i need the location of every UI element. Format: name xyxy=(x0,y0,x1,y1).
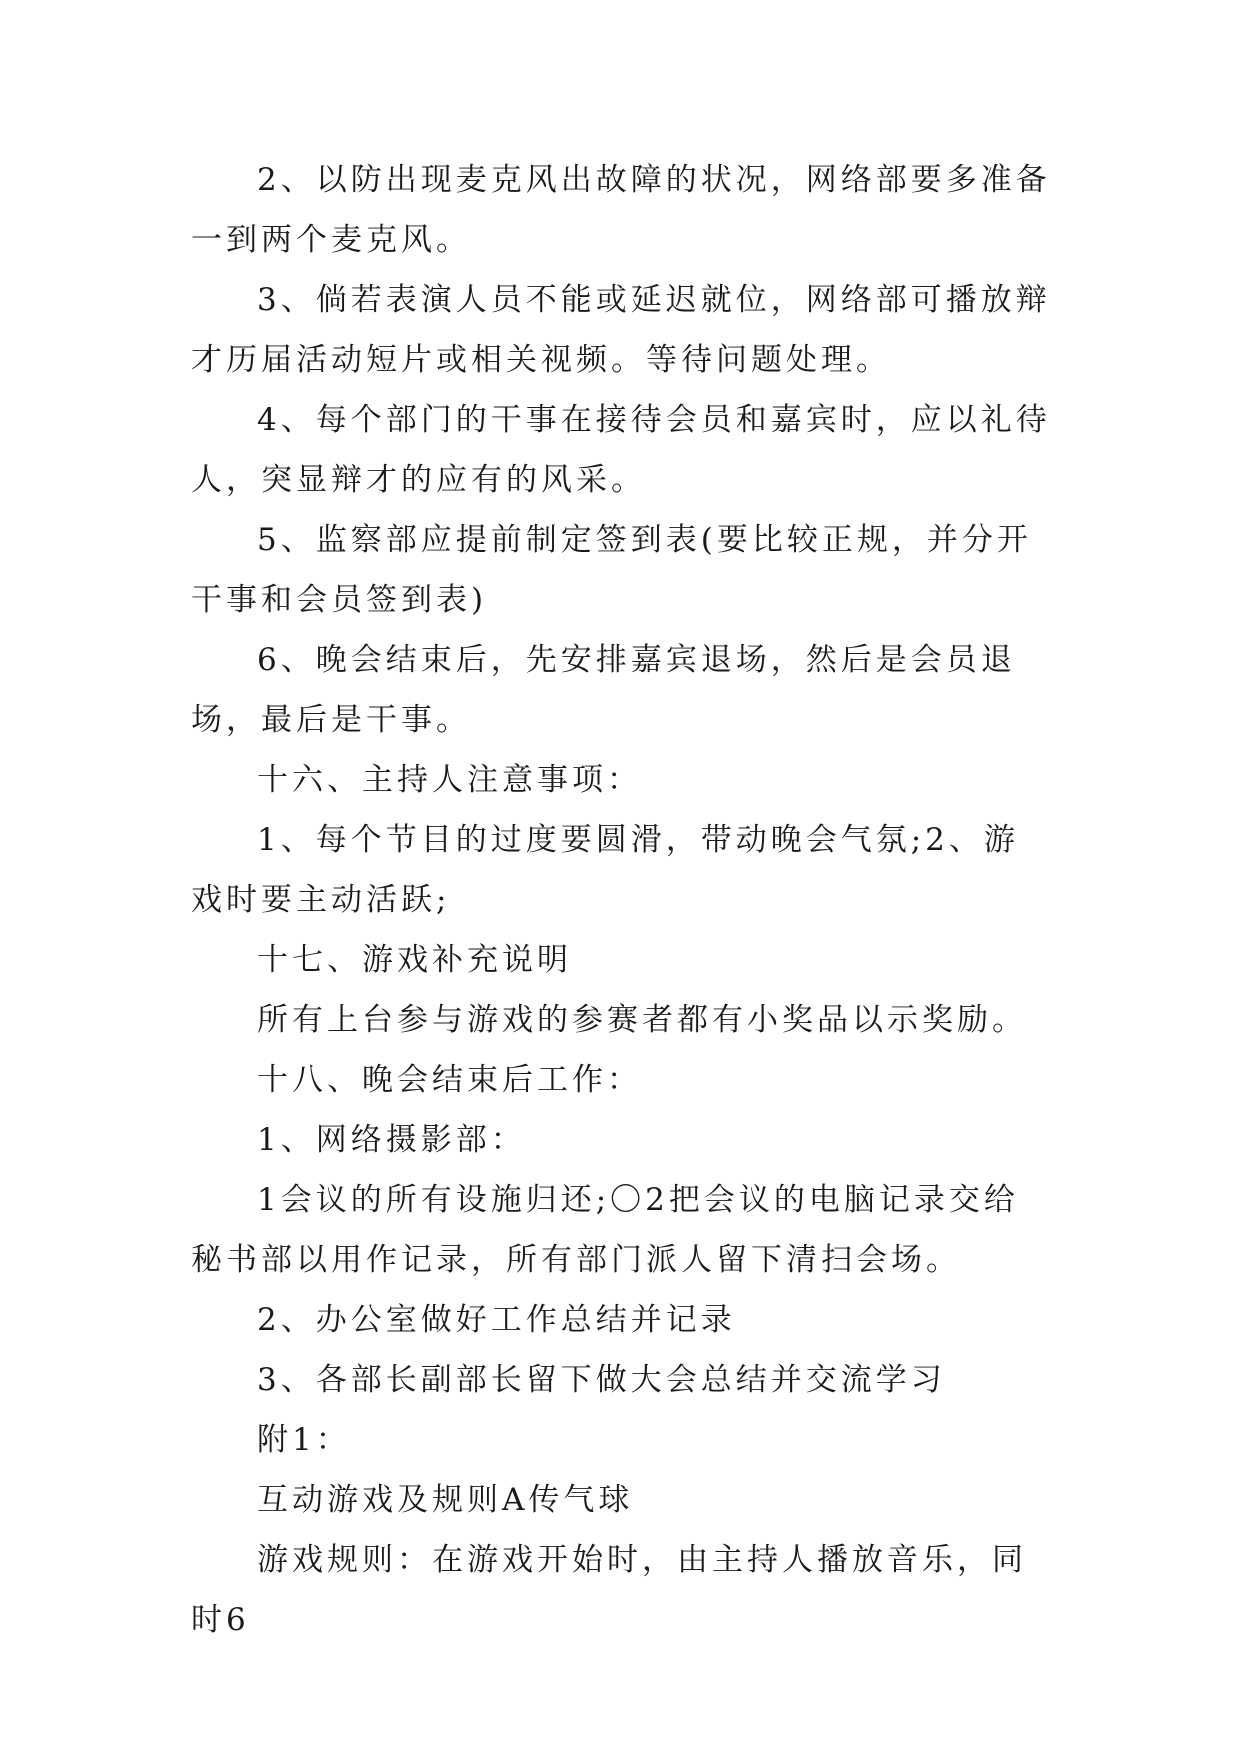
paragraph-sign-in-sheet: 5、监察部应提前制定签到表(要比较正规，并分开干事和会员签到表) xyxy=(191,522,1032,618)
paragraph-mic-backup: 2、以防出现麦克风出故障的状况，网络部要多准备一到两个麦克风。 xyxy=(191,162,1051,258)
appendix-heading: 附1： xyxy=(257,1422,351,1458)
section-heading-game-notes: 十七、游戏补充说明 xyxy=(257,942,572,978)
section-heading-host-notes: 十六、主持人注意事项： xyxy=(257,762,642,798)
paragraph-reception-etiquette: 4、每个部门的干事在接待会员和嘉宾时，应以礼待人，突显辩才的应有的风采。 xyxy=(191,402,1051,498)
paragraph-minister-summary: 3、各部长副部长留下做大会总结并交流学习 xyxy=(257,1362,946,1398)
paragraph-performer-delay: 3、倘若表演人员不能或延迟就位，网络部可播放辩才历届活动短片或相关视频。等待问题处理。 xyxy=(191,282,1051,378)
paragraph-game-title: 互动游戏及规则A传气球 xyxy=(257,1482,634,1518)
paragraph-equipment-return: 1会议的所有设施归还;〇2把会议的电脑记录交给秘书部以用作记录，所有部门派人留下清扫会场。 xyxy=(191,1182,1019,1278)
paragraph-game-rules: 游戏规则：在游戏开始时，由主持人播放音乐，同时6 xyxy=(191,1542,1027,1638)
paragraph-office-summary: 2、办公室做好工作总结并记录 xyxy=(257,1302,736,1338)
paragraph-host-transitions: 1、每个节目的过度要圆滑，带动晚会气氛;2、游戏时要主动活跃; xyxy=(191,822,1019,918)
document-body xyxy=(191,150,1051,1650)
paragraph-network-dept: 1、网络摄影部： xyxy=(257,1122,526,1158)
paragraph-game-prizes: 所有上台参与游戏的参赛者都有小奖品以示奖励。 xyxy=(257,1002,1027,1038)
section-heading-after-party: 十八、晚会结束后工作： xyxy=(257,1062,642,1098)
paragraph-exit-order: 6、晚会结束后，先安排嘉宾退场，然后是会员退场，最后是干事。 xyxy=(191,642,1016,738)
